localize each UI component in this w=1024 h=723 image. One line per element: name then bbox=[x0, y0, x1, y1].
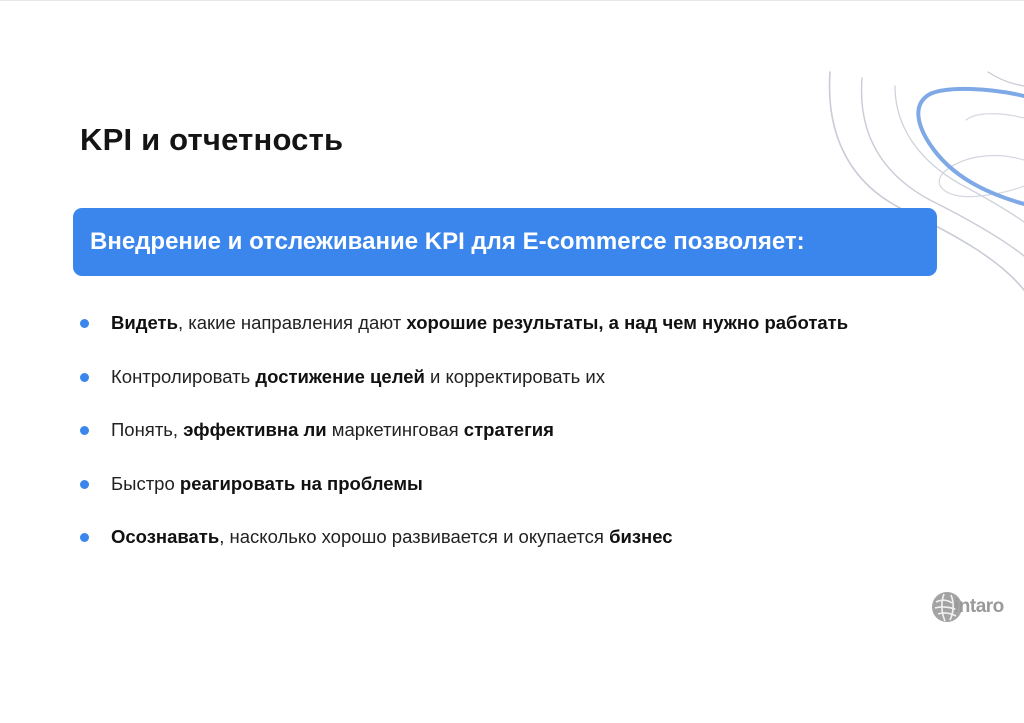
benefit-text bbox=[111, 416, 554, 444]
emphasis-text: достижение целей bbox=[255, 365, 425, 387]
benefits-list bbox=[80, 309, 848, 577]
bullet-dot bbox=[80, 426, 89, 435]
banner-text: Внедрение и отслеживание KPI для E-commerce позволяет: bbox=[90, 228, 805, 255]
benefit-item bbox=[80, 363, 848, 417]
emphasis-text: Видеть bbox=[111, 312, 178, 333]
plain-text: и корректировать их bbox=[424, 365, 605, 387]
bullet-dot bbox=[80, 319, 89, 328]
benefit-text bbox=[111, 363, 605, 391]
plain-text: Контролировать bbox=[111, 365, 256, 387]
benefit-text bbox=[111, 523, 673, 551]
plain-text: маркетинговая bbox=[326, 419, 464, 440]
benefit-text bbox=[111, 470, 423, 498]
benefit-item bbox=[80, 470, 848, 524]
top-divider bbox=[0, 0, 1024, 1]
bullet-dot bbox=[80, 373, 89, 382]
plain-text: Быстро bbox=[111, 472, 180, 494]
plain-text: , насколько хорошо развивается и окупается bbox=[219, 526, 610, 547]
benefit-item bbox=[80, 309, 848, 363]
emphasis-text: Осознавать bbox=[111, 526, 220, 547]
emphasis-text: хорошие результаты, а над чем нужно работать bbox=[406, 312, 849, 333]
logo-text: intaro bbox=[954, 596, 1004, 617]
plain-text: , какие направления дают bbox=[177, 312, 407, 333]
kpi-intro-banner bbox=[73, 208, 937, 276]
emphasis-text: реагировать на проблемы bbox=[179, 472, 423, 494]
benefit-item bbox=[80, 523, 848, 577]
plain-text: Понять, bbox=[111, 419, 184, 440]
emphasis-text: эффективна ли bbox=[183, 419, 327, 440]
benefit-item bbox=[80, 416, 848, 470]
emphasis-text: бизнес bbox=[609, 526, 673, 547]
bullet-dot bbox=[80, 533, 89, 542]
emphasis-text: стратегия bbox=[463, 419, 554, 440]
bullet-dot bbox=[80, 480, 89, 489]
page-title: KPI и отчетность bbox=[80, 122, 344, 157]
benefit-text bbox=[111, 309, 848, 337]
intaro-logo bbox=[930, 590, 1004, 624]
